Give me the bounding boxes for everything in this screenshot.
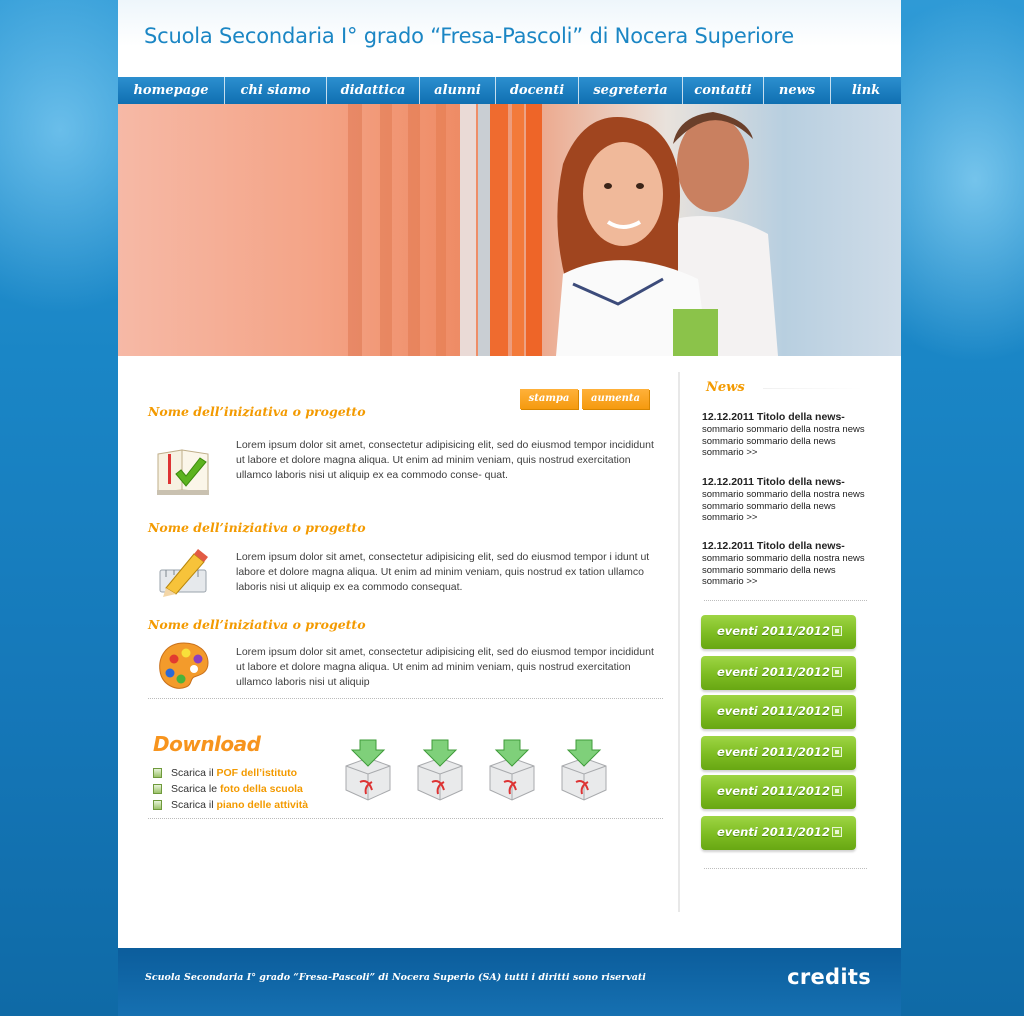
calendar-icon	[832, 827, 842, 837]
download-list	[153, 765, 308, 813]
initiative-title: Nome dell’iniziativa o progetto	[148, 404, 366, 419]
initiative-text: Lorem ipsum dolor sit amet, consectetur adipisicing elit, sed do eiusmod tempor incididunt ut labore et dolore magna aliqua. Ut enim ad minim veniam, quis nostrud exercitation ullamco laboris nisi ut aliquip ex ea commodo conse- quat.	[236, 439, 654, 481]
news-headline: 12.12.2011 Titolo della news-	[702, 476, 845, 488]
calendar-icon	[832, 747, 842, 757]
site-title: Scuola Secondaria I° grado “Fresa-Pascoli” di Nocera Superiore	[144, 24, 794, 48]
sidebar-divider-line	[704, 868, 867, 869]
sidebar-divider-line	[704, 600, 867, 601]
calendar-icon	[832, 667, 842, 677]
file-icon	[153, 768, 162, 778]
site-header	[118, 0, 901, 77]
initiative-text: Lorem ipsum dolor sit amet, consectetur adipisicing elit, sed do eiusmod tempor i idunt ut labore et dolore magna aliqua. Ut enim ad minim veniam, quis nostrud ex tation ullamco laboris nisi ut aliquip ex ea commodo consequat.	[236, 551, 650, 593]
credits-link[interactable]: credits	[787, 965, 871, 989]
print-button[interactable]: stampa	[520, 389, 578, 409]
news-title: News	[706, 380, 745, 395]
events-button[interactable]: eventi 2011/2012	[701, 736, 856, 770]
download-link-pof[interactable]: POF dell’istituto	[216, 767, 298, 779]
news-item[interactable]	[702, 540, 867, 588]
download-box-pdf-icon[interactable]	[554, 738, 614, 804]
news-summary: sommario sommario della nostra news sommario sommario della news sommario >>	[702, 489, 865, 523]
download-item[interactable]: Scarica il POF dell’istituto	[153, 765, 308, 781]
news-summary: sommario sommario della nostra news sommario sommario della news sommario >>	[702, 424, 865, 458]
news-item[interactable]	[702, 476, 867, 524]
hero-banner-image	[118, 104, 901, 356]
zoom-button[interactable]: aumenta	[582, 389, 649, 409]
news-title-underline	[763, 388, 863, 389]
footer-copyright: Scuola Secondaria I° grado “Fresa-Pascoli” di Nocera Superio (SA) tutti i diritti sono riservati	[145, 972, 646, 983]
news-headline: 12.12.2011 Titolo della news-	[702, 411, 845, 423]
content-divider	[148, 698, 663, 699]
download-box-pdf-icon[interactable]	[410, 738, 470, 804]
download-link-piano[interactable]: piano delle attività	[216, 799, 309, 811]
book-check-icon	[154, 442, 212, 500]
news-summary: sommario sommario della nostra news sommario sommario della news sommario >>	[702, 553, 865, 587]
file-icon	[153, 784, 162, 794]
download-title: Download	[153, 732, 261, 756]
events-button[interactable]: eventi 2011/2012	[701, 656, 856, 690]
download-box-pdf-icon[interactable]	[338, 738, 398, 804]
nav-item-chi-siamo[interactable]: chi siamo	[225, 77, 327, 104]
sidebar-divider	[678, 372, 680, 912]
nav-item-link[interactable]: link	[851, 83, 881, 98]
site-footer	[118, 948, 901, 1016]
nav-item-segreteria[interactable]: segreteria	[579, 77, 683, 104]
nav-item-contatti[interactable]: contatti	[683, 77, 764, 104]
pencil-ruler-icon	[154, 540, 212, 598]
initiative-title: Nome dell’iniziativa o progetto	[148, 520, 366, 535]
nav-item-docenti[interactable]: docenti	[496, 77, 579, 104]
download-link-foto[interactable]: foto della scuola	[220, 783, 303, 795]
initiative-text: Lorem ipsum dolor sit amet, consectetur adipisicing elit, sed do eiusmod tempor incididunt ut labore et dolore magna aliqua. Ut enim ad minim veniam, quis nostrud exercitation ullamco laboris nisi ut aliquip	[236, 646, 654, 688]
download-box-pdf-icon[interactable]	[482, 738, 542, 804]
calendar-icon	[832, 706, 842, 716]
news-item[interactable]	[702, 411, 867, 459]
nav-item-alunni[interactable]: alunni	[420, 77, 496, 104]
page-container	[118, 0, 901, 1016]
events-button[interactable]: eventi 2011/2012	[701, 615, 856, 649]
download-item[interactable]: Scarica le foto della scuola	[153, 781, 308, 797]
nav-item-homepage[interactable]: homepage	[118, 77, 225, 104]
nav-item-didattica[interactable]: didattica	[327, 77, 420, 104]
events-button[interactable]: eventi 2011/2012	[701, 816, 856, 850]
paint-palette-icon	[154, 637, 212, 695]
calendar-icon	[832, 626, 842, 636]
initiative-title: Nome dell’iniziativa o progetto	[148, 617, 366, 632]
content-divider	[148, 818, 663, 819]
events-button[interactable]: eventi 2011/2012	[701, 695, 856, 729]
students-lockers-photo	[118, 104, 901, 356]
events-button[interactable]: eventi 2011/2012	[701, 775, 856, 809]
download-item[interactable]: Scarica il piano delle attività	[153, 797, 308, 813]
main-nav	[118, 77, 901, 104]
nav-item-news[interactable]: news	[764, 77, 831, 104]
file-icon	[153, 800, 162, 810]
calendar-icon	[832, 786, 842, 796]
news-headline: 12.12.2011 Titolo della news-	[702, 540, 845, 552]
